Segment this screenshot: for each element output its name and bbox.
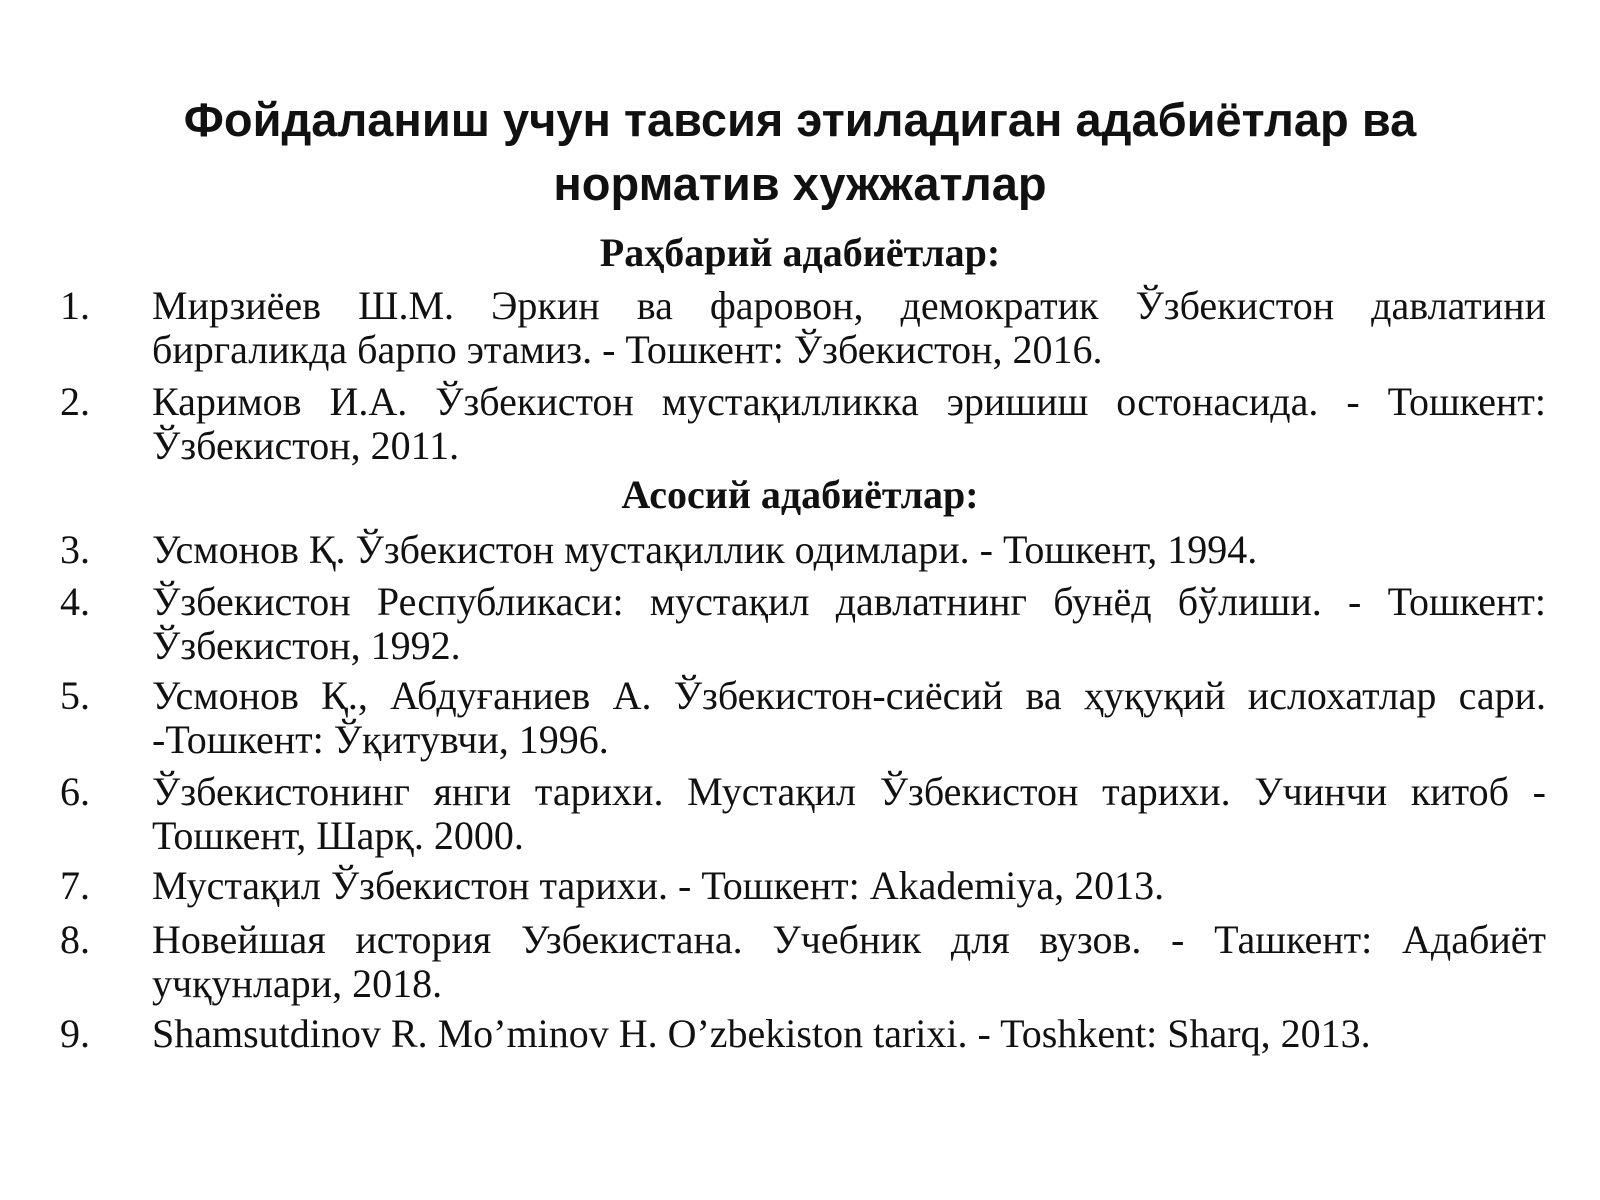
reference-item — [60, 380, 1546, 468]
reference-number: 9. — [60, 1011, 90, 1056]
reference-item — [60, 528, 1546, 572]
section-heading-guiding-literature: Раҳбарий адабиётлар: — [599, 230, 1001, 275]
reference-number: 5. — [60, 673, 90, 718]
reference-item — [60, 580, 1546, 668]
reference-text: Каримов И.А. Ўзбекистон мустақилликка эришиш остонасида. - Тошкент: Ўзбекистон, 2011. — [152, 379, 1546, 468]
reference-number: 3. — [60, 527, 90, 572]
reference-item — [60, 918, 1546, 1006]
reference-number: 1. — [60, 283, 90, 328]
reference-text: Усмонов Қ., Абдуғаниев А. Ўзбекистон-сиёсий ва ҳуқуқий ислохатлар сари. -Тошкент: Ўқитувчи, 1996. — [152, 673, 1546, 762]
reference-number: 7. — [60, 863, 90, 908]
reference-number: 2. — [60, 379, 90, 424]
reference-item — [60, 284, 1546, 372]
reference-text: Новейшая история Узбекистана. Учебник для вузов. - Ташкент: Адабиёт учқунлари, 2018. — [152, 917, 1546, 1006]
reference-item — [60, 770, 1546, 858]
reference-item — [60, 674, 1546, 762]
reference-item — [60, 1012, 1546, 1056]
reference-text: Shamsutdinov R. Mo’minov H. O’zbekiston tarixi. - Toshkent: Sharq, 2013. — [152, 1011, 1371, 1056]
reference-text: Мустақил Ўзбекистон тарихи. - Тошкент: Akademiya, 2013. — [152, 863, 1165, 908]
reference-number: 6. — [60, 769, 90, 814]
reference-text: Ўзбекистонинг янги тарихи. Мустақил Ўзбекистон тарихи. Учинчи китоб - Тошкент, Шарқ. 2000. — [152, 769, 1546, 858]
page-title: Фойдаланиш учун тавсия этиладиган адабиётлар ва норматив хужжатлар — [183, 93, 1417, 210]
reference-item — [60, 864, 1546, 908]
reference-text: Усмонов Қ. Ўзбекистон мустақиллик одимлари. - Тошкент, 1994. — [152, 527, 1258, 572]
reference-number: 8. — [60, 917, 90, 962]
reference-text: Ўзбекистон Республикаси: мустақил давлатнинг бунёд бўлиши. - Тошкент: Ўзбекистон, 1992. — [152, 579, 1546, 668]
section-heading-main-literature: Асосий адабиётлар: — [621, 472, 979, 517]
reference-text: Мирзиёев Ш.М. Эркин ва фаровон, демократик Ўзбекистон давлатини биргаликда барпо этамиз. - Тошкент: Ўзбекистон, 2016. — [152, 283, 1546, 372]
reference-number: 4. — [60, 579, 90, 624]
